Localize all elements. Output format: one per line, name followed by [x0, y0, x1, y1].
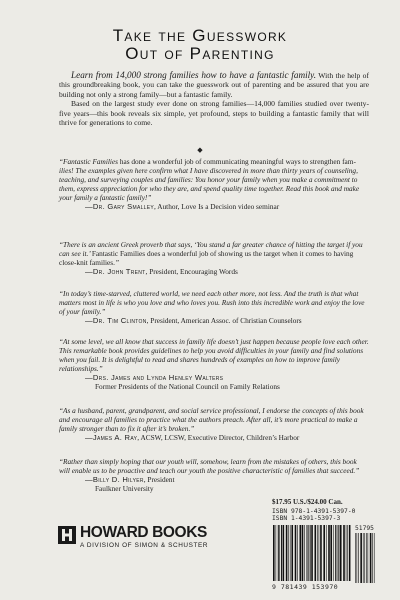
- isbn-13: ISBN 978-1-4391-5397-0: [272, 508, 356, 515]
- endorser-affiliation: , President: [143, 475, 175, 485]
- quote-part: “There is an ancient Greek proverb that says, ‘You stand a far greater chance of hitting the target if you can see it.’: [59, 240, 363, 259]
- barcode-bar: [320, 525, 322, 581]
- barcode-bar: [363, 533, 364, 583]
- endorsement-quote: [59, 240, 369, 267]
- endorser-name: —Dr. Gary Smalley: [85, 202, 155, 212]
- barcode-bar: [323, 525, 325, 581]
- barcode-bar: [370, 533, 372, 583]
- headline-line-2: Out of Parenting: [125, 44, 275, 63]
- endorser-affiliation: , Author, Love Is a Decision video seminar: [154, 202, 280, 212]
- barcode-bar: [315, 525, 317, 581]
- barcode-bar: [338, 525, 339, 581]
- endorser-affiliation: , President, Encouraging Words: [145, 267, 238, 277]
- quote-part: “Rather than simply hoping that our youth will, somehow, learn from the mistakes of others, this book will enable us to be proactive and teach our youth the positive characteristic of families that succeed.”: [59, 457, 360, 476]
- barcode-bar: [281, 525, 282, 581]
- barcode-bar: [273, 525, 275, 581]
- barcode-bar: [310, 525, 311, 581]
- barcode-bar: [364, 533, 365, 583]
- barcode-bar: [283, 525, 285, 581]
- barcode-bar: [302, 525, 304, 581]
- quote-part: Fantastic Families does a wonderful job of showing us the target when it comes to having close-knit families.: [59, 249, 354, 268]
- barcode-bar: [297, 525, 298, 581]
- endorsement-quote: [59, 457, 369, 475]
- barcode-bar: [311, 525, 313, 581]
- quote-part: “Fantastic Families: [59, 157, 120, 166]
- barcode-bar: [355, 533, 356, 583]
- quote-part: “As a husband, parent, grandparent, and social service professional, I endorse the concepts of this book and encourage all families to practice what the authors preach. After all, it’s more practical to make a family stronger than to fix it after it’s broken.”: [59, 406, 364, 434]
- endorsement-quote: [59, 289, 369, 316]
- barcode-bar: [300, 525, 302, 581]
- endorsement-4: [59, 337, 369, 392]
- endorsement-5: [59, 406, 369, 442]
- barcode-bar: [307, 525, 308, 581]
- endorsement-attribution: [59, 433, 369, 442]
- barcode-bar: [295, 525, 297, 581]
- cover-headline: [0, 27, 400, 63]
- barcode-number: 9 781439 153970: [272, 582, 339, 591]
- endorsement-attribution: [59, 202, 369, 211]
- barcode-bar: [349, 525, 351, 581]
- barcode-bar: [279, 525, 280, 581]
- barcode-bar: [330, 525, 332, 581]
- endorsement-2: [59, 240, 369, 276]
- quote-part: “At some level, we all know that success in family life doesn’t just happen because people love each other. This remarkable book provides guidelines to help you avoid difficulties in your family and find solutions when you fail. It is delightful to read and shares hundreds of examples on how to improve family relationships.”: [59, 337, 369, 374]
- barcode-bar: [372, 533, 373, 583]
- endorser-name: —James A. Ray: [85, 433, 138, 443]
- barcode-addon-digits: 51795: [355, 524, 374, 532]
- endorser-name: —Dr. Tim Clinton: [85, 316, 147, 326]
- barcode-bar: [278, 525, 279, 581]
- barcode-addon: [354, 533, 376, 583]
- endorser-name: —Dr. John Trent: [85, 267, 146, 277]
- endorsement-quote: [59, 337, 369, 373]
- endorser-affiliation: , ACSW, LCSW, Executive Director, Children’s Harbor: [137, 433, 300, 443]
- intro-text: [59, 71, 369, 127]
- price-label: $17.95 U.S./$24.00 Can.: [272, 498, 343, 506]
- barcode-bar: [346, 525, 347, 581]
- barcode-bar: [286, 525, 288, 581]
- barcode-bar: [328, 525, 330, 581]
- barcode-bar: [308, 525, 309, 581]
- endorsement-quote: [59, 406, 369, 433]
- quote-part: “In today’s time-starved, cluttered world, we need each other more, not less. And the truth is that what matters most in life is who you love and who loves you. Rush into this incredible work and enjoy the love of your family.”: [59, 289, 365, 317]
- barcode-bar: [333, 525, 334, 581]
- intro-rest: With the help of this groundbreaking book, you can take the guesswork out of parenting and be assured that you are building not only a strong family—but a fantastic family.: [59, 71, 370, 99]
- barcode-bar: [335, 525, 336, 581]
- endorsement-attribution: [59, 316, 369, 325]
- endorser-affiliation: , President, American Assoc. of Christian Counselors: [146, 316, 302, 326]
- endorsement-attribution: [59, 373, 369, 382]
- barcode-bar: [326, 525, 327, 581]
- endorser-name: —Drs. James and Lynda Henley Walters: [85, 373, 224, 383]
- publisher-subtitle: A DIVISION OF SIMON & SCHUSTER: [80, 542, 209, 549]
- barcode-bar: [317, 525, 318, 581]
- endorsement-6: [59, 457, 369, 493]
- barcode-bar: [357, 533, 358, 583]
- endorsement-attribution: [59, 267, 369, 276]
- barcode-bar: [360, 533, 362, 583]
- endorser-name: —Billy D. Hilyer: [85, 475, 144, 485]
- endorsement-3: [59, 289, 369, 325]
- barcode-bar: [368, 533, 369, 583]
- barcode-main: [272, 525, 352, 583]
- barcode-bar: [337, 525, 338, 581]
- barcode-bar: [276, 525, 277, 581]
- barcode-bar: [347, 525, 348, 581]
- quote-part: ”: [114, 258, 119, 268]
- publisher-mark-icon: [58, 526, 76, 544]
- barcode-bar: [340, 525, 342, 581]
- headline-line-1: Take the Guesswork: [112, 26, 288, 45]
- barcode-bar: [304, 525, 305, 581]
- price-barcode-block: [272, 498, 376, 591]
- quote-part: has done a wonderful job of communicating meaningful ways to strengthen fam-: [119, 157, 356, 166]
- barcode-bar: [358, 533, 359, 583]
- endorsement-1: [59, 157, 369, 212]
- barcode-bar: [319, 525, 320, 581]
- isbn-10: ISBN 1-4391-5397-3: [272, 515, 341, 523]
- endorsement-attribution: [59, 475, 369, 484]
- intro-lead: Learn from 14,000 strong families how to have a fantastic family.: [71, 70, 317, 80]
- barcode-bar: [291, 525, 293, 581]
- publisher-name: HOWARD BOOKS: [80, 524, 207, 541]
- quote-part: ilies! The examples given here confirm what I have discovered in more than thirty years of counseling, teaching, and surveying couples and families: You honor your family when you make a commitment to them, express appreciation for who they are, and spend quality time together. Read this book and make your family a fantastic family!”: [59, 166, 360, 203]
- barcode-bar: [288, 525, 289, 581]
- barcode-bar: [366, 533, 367, 583]
- intro-paragraph-2: Based on the largest study ever done on strong families—14,000 families studied over twenty-five years—this book reveals six simple, yet profound, steps to building a fantastic family that will thrive for generations to come.: [59, 99, 369, 128]
- intro-paragraph-1: [59, 71, 369, 99]
- barcode-bar: [374, 533, 375, 583]
- endorser-institution: Faulkner University: [95, 484, 154, 494]
- divider-diamond: ◆: [197, 146, 203, 154]
- barcode-bar: [343, 525, 345, 581]
- endorser-affiliation: Former Presidents of the National Council on Family Relations: [95, 382, 280, 392]
- barcode-bar: [290, 525, 291, 581]
- endorsement-quote: [59, 157, 369, 202]
